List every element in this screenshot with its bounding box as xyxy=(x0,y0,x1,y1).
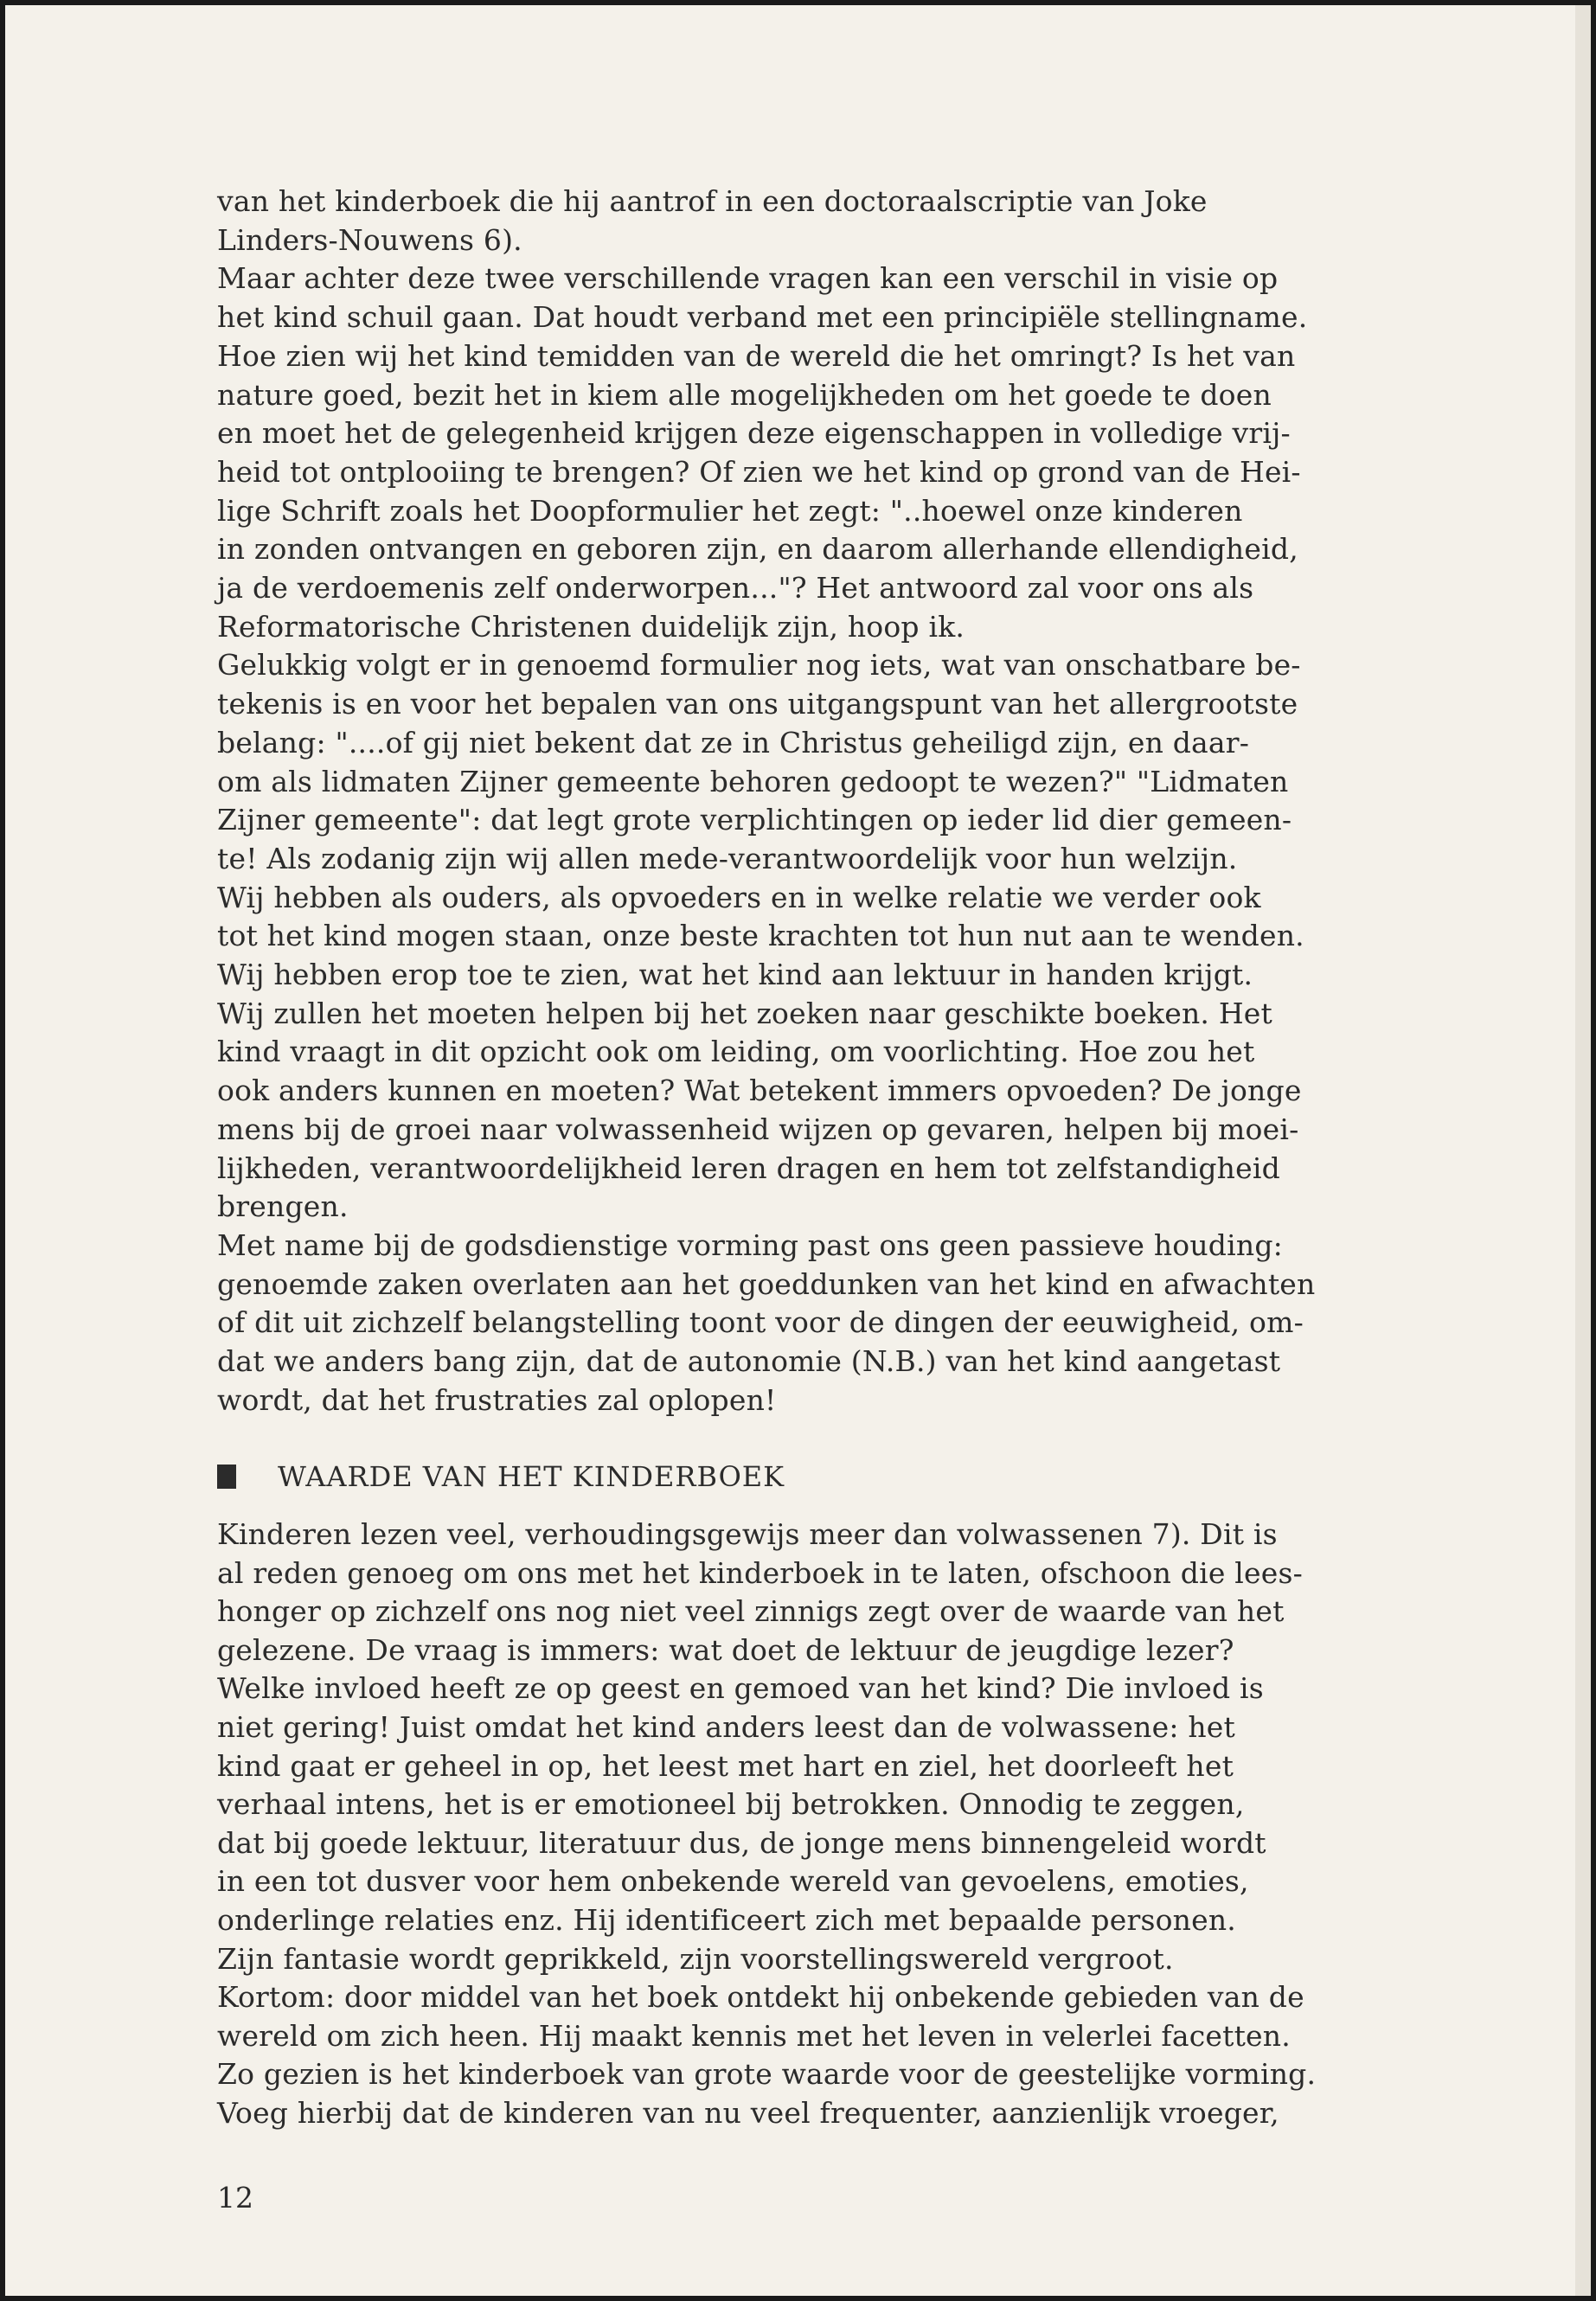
heading-bullet-icon xyxy=(217,1465,236,1489)
text-line: in zonden ontvangen en geboren zijn, en daarom allerhande ellendigheid, xyxy=(217,532,1298,567)
text-line: niet gering! Juist omdat het kind anders leest dan de volwassene: het xyxy=(217,1710,1235,1744)
text-line: van het kinderboek die hij aantrof in een doctoraalscriptie van Joke xyxy=(217,184,1208,218)
text-line: al reden genoeg om ons met het kinderboek in te laten, ofschoon die lees- xyxy=(217,1555,1303,1590)
text-line: verhaal intens, het is er emotioneel bij betrokken. Onnodig te zeggen, xyxy=(217,1787,1245,1822)
text-line: Hoe zien wij het kind temidden van de wereld die het omringt? Is het van xyxy=(217,338,1296,373)
text-line: kind gaat er geheel in op, het leest met hart en ziel, het doorleeft het xyxy=(217,1748,1234,1783)
text-line: Wij zullen het moeten helpen bij het zoeken naar geschikte boeken. Het xyxy=(217,996,1272,1030)
text-line: dat bij goede lektuur, literatuur dus, de jonge mens binnengeleid wordt xyxy=(217,1825,1266,1860)
text-line: in een tot dusver voor hem onbekende wereld van gevoelens, emoties, xyxy=(217,1864,1249,1899)
text-line: Voeg hierbij dat de kinderen van nu veel frequenter, aanzienlijk vroeger, xyxy=(217,2096,1279,2130)
text-line: Wij hebben als ouders, als opvoeders en in welke relatie we verder ook xyxy=(217,880,1261,914)
text-line: Maar achter deze twee verschillende vragen kan een verschil in visie op xyxy=(217,261,1279,296)
text-line: Zo gezien is het kinderboek van grote waarde voor de geestelijke vorming. xyxy=(217,2057,1317,2092)
text-line: en moet het de gelegenheid krijgen deze eigenschappen in volledige vrij- xyxy=(217,416,1291,451)
text-line: te! Als zodanig zijn wij allen mede-verantwoordelijk voor hun welzijn. xyxy=(217,841,1238,875)
text-line: Reformatorische Christenen duidelijk zijn, hoop ik. xyxy=(217,609,965,644)
text-line: ja de verdoemenis zelf onderworpen..."? Het antwoord zal voor ons als xyxy=(217,571,1254,605)
text-line: Linders-Nouwens 6). xyxy=(217,222,522,257)
text-line: Gelukkig volgt er in genoemd formulier nog iets, wat van onschatbare be- xyxy=(217,648,1301,683)
section-heading xyxy=(217,1458,785,1495)
text-line: om als lidmaten Zijner gemeente behoren gedoopt te wezen?" "Lidmaten xyxy=(217,764,1289,798)
text-line: Zijner gemeente": dat legt grote verplichtingen op ieder lid dier gemeen- xyxy=(217,803,1292,837)
page-number: 12 xyxy=(217,2181,253,2214)
text-line: gelezene. De vraag is immers: wat doet de lektuur de jeugdige lezer? xyxy=(217,1632,1234,1667)
text-line: wordt, dat het frustraties zal oplopen! xyxy=(217,1382,777,1417)
text-line: dat we anders bang zijn, dat de autonomie (N.B.) van het kind aangetast xyxy=(217,1344,1281,1378)
text-line: Met name bij de godsdienstige vorming past ons geen passieve houding: xyxy=(217,1227,1283,1262)
text-line: Welke invloed heeft ze op geest en gemoed van het kind? Die invloed is xyxy=(217,1671,1264,1706)
text-line: brengen. xyxy=(217,1189,349,1224)
text-line: lige Schrift zoals het Doopformulier het zegt: "..hoewel onze kinderen xyxy=(217,493,1243,528)
text-line: kind vraagt in dit opzicht ook om leiding, om voorlichting. Hoe zou het xyxy=(217,1035,1255,1069)
text-line: nature goed, bezit het in kiem alle mogelijkheden om het goede te doen xyxy=(217,377,1272,412)
section-heading-text: WAARDE VAN HET KINDERBOEK xyxy=(278,1460,785,1493)
text-line: wereld om zich heen. Hij maakt kennis met het leven in velerlei facetten. xyxy=(217,2018,1291,2053)
text-line: het kind schuil gaan. Dat houdt verband met een principiële stellingname. xyxy=(217,300,1308,335)
text-line: genoemde zaken overlaten aan het goeddunken van het kind en afwachten xyxy=(217,1266,1316,1301)
text-line: of dit uit zichzelf belangstelling toont voor de dingen der eeuwigheid, om- xyxy=(217,1305,1304,1340)
text-line: onderlinge relaties enz. Hij identificeert zich met bepaalde personen. xyxy=(217,1903,1236,1937)
text-line: honger op zichzelf ons nog niet veel zinnigs zegt over de waarde van het xyxy=(217,1594,1285,1629)
text-line: Kinderen lezen veel, verhoudingsgewijs meer dan volwassenen 7). Dit is xyxy=(217,1517,1278,1551)
text-line: lijkheden, verantwoordelijkheid leren dragen en hem tot zelfstandigheid xyxy=(217,1150,1280,1185)
text-line: tekenis is en voor het bepalen van ons uitgangspunt van het allergrootste xyxy=(217,687,1298,721)
text-line: Wij hebben erop toe te zien, wat het kind aan lektuur in handen krijgt. xyxy=(217,958,1253,991)
text-line: belang: "....of gij niet bekent dat ze in Christus geheiligd zijn, en daar- xyxy=(217,725,1250,760)
text-line: tot het kind mogen staan, onze beste krachten tot hun nut aan te wenden. xyxy=(217,919,1304,953)
text-line: heid tot ontplooiing te brengen? Of zien we het kind op grond van de Hei- xyxy=(217,454,1301,489)
text-line: mens bij de groei naar volwassenheid wijzen op gevaren, helpen bij moei- xyxy=(217,1112,1299,1146)
text-line: Zijn fantasie wordt geprikkeld, zijn voorstellingswereld vergroot. xyxy=(217,1941,1174,1976)
text-line: ook anders kunnen en moeten? Wat betekent immers opvoeden? De jonge xyxy=(217,1074,1302,1108)
text-line: Kortom: door middel van het boek ontdekt hij onbekende gebieden van de xyxy=(217,1980,1304,2015)
